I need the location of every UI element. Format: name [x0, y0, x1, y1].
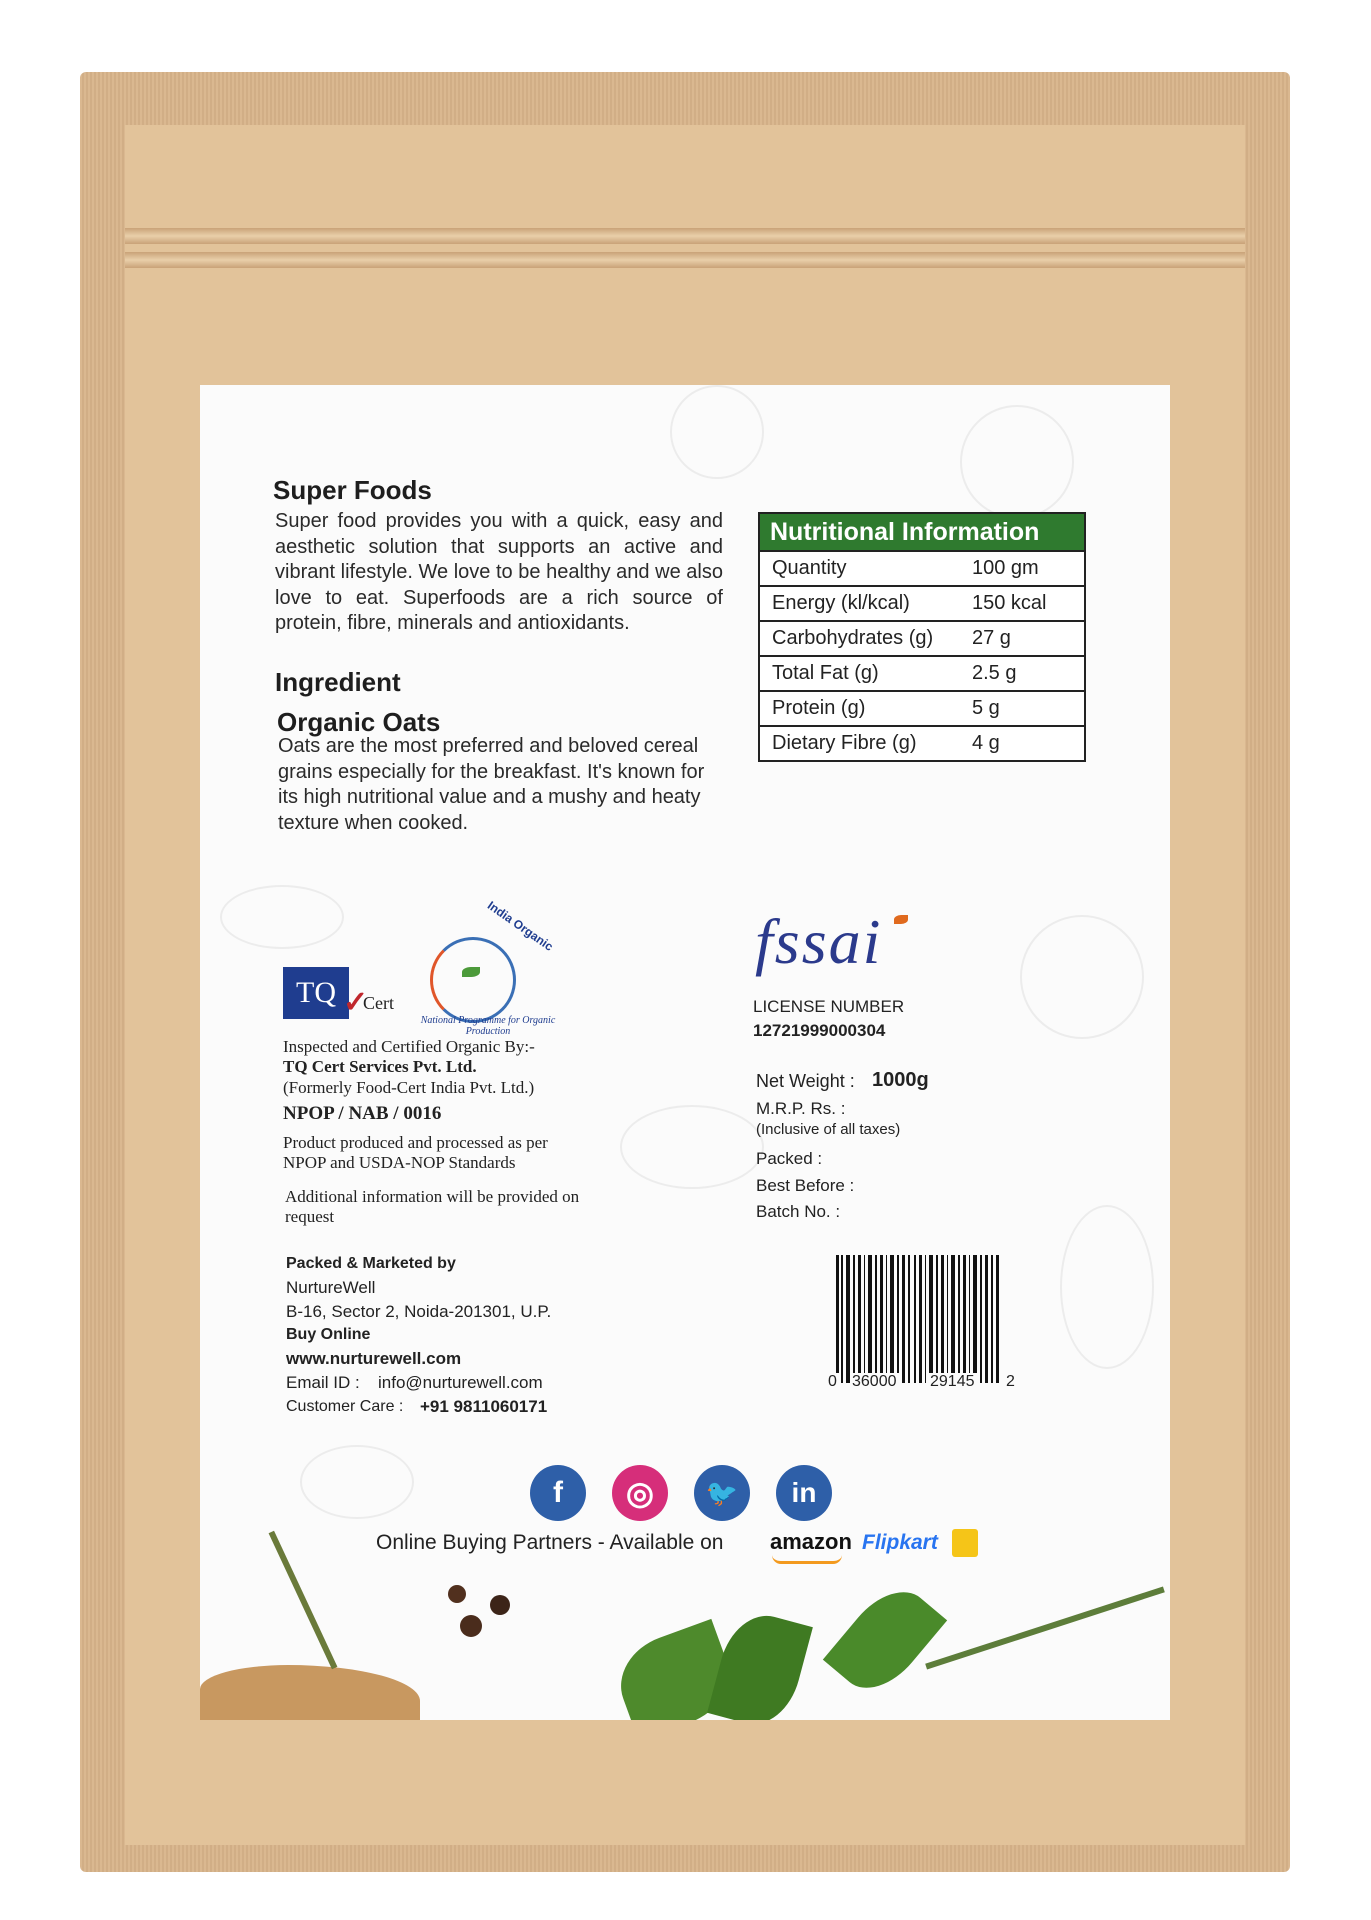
customer-care-label: Customer Care : — [286, 1398, 404, 1415]
nutrition-value: 150 kcal — [972, 592, 1047, 614]
amazon-logo[interactable]: amazon — [770, 1529, 852, 1554]
standards-text: Product produced and processed as per NPOP and USDA-NOP Standards — [283, 1133, 548, 1172]
partners-text: Online Buying Partners - Available on — [376, 1531, 724, 1554]
ingredient-name: Organic Oats — [277, 707, 441, 737]
buy-online-label: Buy Online — [286, 1326, 371, 1343]
leaf-icon — [462, 967, 480, 977]
thyme-sprig-illustration — [269, 1531, 338, 1669]
net-weight-value: 1000g — [872, 1069, 929, 1091]
barcode — [828, 1255, 1015, 1395]
tq-logo-box: TQ — [283, 967, 349, 1019]
nutrition-label: Carbohydrates (g) — [772, 627, 934, 649]
license-label: LICENSE NUMBER — [753, 997, 905, 1016]
product-label — [200, 385, 1170, 1720]
rosemary-sprig-illustration — [925, 1587, 1165, 1670]
india-organic-arc-text: India Organic — [484, 898, 556, 954]
marketer-address: B-16, Sector 2, Noida-201301, U.P. — [286, 1302, 552, 1321]
mrp-label: M.R.P. Rs. : — [756, 1099, 846, 1118]
peppercorn-illustration — [448, 1585, 466, 1603]
nutrition-table-title: Nutritional Information — [760, 514, 1084, 550]
fssai-leaf-icon — [894, 915, 908, 924]
nutrition-value: 100 gm — [972, 557, 1039, 579]
nutrition-value: 4 g — [972, 732, 1000, 754]
email-label: Email ID : — [286, 1373, 360, 1392]
nutrition-row — [760, 550, 1084, 585]
nutrition-value: 5 g — [972, 697, 1000, 719]
nutrition-row — [760, 725, 1084, 760]
tq-logo-sub: Cert — [363, 993, 394, 1013]
nutrition-label: Energy (kl/kcal) — [772, 592, 910, 614]
flipkart-logo[interactable]: Flipkart — [862, 1531, 938, 1554]
ingredient-text: Oats are the most preferred and beloved cereal grains especially for the breakfast. It's known for its high nutritional value and a mushy and heaty texture when cooked. — [278, 735, 705, 834]
checkmark-icon: ✓ — [343, 986, 369, 1019]
nutrition-table — [758, 512, 1086, 762]
nutrition-label: Total Fat (g) — [772, 662, 879, 684]
india-organic-caption: National Programme for Organic Production — [420, 1015, 556, 1037]
npop-number: NPOP / NAB / 0016 — [283, 1103, 442, 1124]
linkedin-icon[interactable]: in — [776, 1465, 832, 1521]
license-number: 12721999000304 — [753, 1021, 886, 1040]
nutrition-row — [760, 655, 1084, 690]
customer-care-phone: +91 9811060171 — [420, 1397, 548, 1416]
basil-leaf-illustration — [707, 1607, 813, 1720]
nutrition-label: Protein (g) — [772, 697, 866, 719]
net-weight-label: Net Weight : — [756, 1071, 855, 1091]
peppercorn-illustration — [460, 1615, 482, 1637]
doodle — [960, 405, 1074, 519]
india-organic-logo — [420, 898, 560, 1015]
barcode-digits: 29145 — [930, 1373, 975, 1390]
doodle — [1060, 1205, 1154, 1369]
peppercorn-illustration — [490, 1595, 510, 1615]
marketer-heading: Packed & Marketed by — [286, 1255, 456, 1272]
batch-label: Batch No. : — [756, 1202, 841, 1221]
barcode-digits: 36000 — [852, 1373, 897, 1390]
flipkart-bag-icon — [952, 1529, 978, 1557]
inspected-by-text: Inspected and Certified Organic By:- — [283, 1037, 535, 1056]
zip-seal-top — [125, 228, 1245, 244]
barcode-digit: 0 — [828, 1373, 837, 1390]
nutrition-value: 27 g — [972, 627, 1011, 649]
twitter-icon[interactable]: 🐦 — [694, 1465, 750, 1521]
mrp-note: (Inclusive of all taxes) — [756, 1121, 901, 1138]
doodle — [1020, 915, 1144, 1039]
nutrition-value: 2.5 g — [972, 662, 1017, 684]
basil-leaf-illustration — [823, 1575, 947, 1704]
additional-info-text: Additional information will be provided on request — [285, 1187, 580, 1226]
ginger-illustration — [200, 1665, 420, 1720]
amazon-smile-icon — [772, 1555, 842, 1564]
doodle — [220, 885, 344, 949]
india-organic-emblem-icon — [430, 937, 516, 1023]
doodle — [620, 1105, 764, 1189]
zip-seal-bottom — [125, 252, 1245, 268]
packed-label: Packed : — [756, 1149, 823, 1168]
barcode-digit: 2 — [1006, 1373, 1015, 1390]
marketer-name: NurtureWell — [286, 1278, 376, 1297]
instagram-icon[interactable]: ◎ — [612, 1465, 668, 1521]
doodle — [300, 1445, 414, 1519]
doodle — [670, 385, 764, 479]
nutrition-label: Quantity — [772, 557, 847, 579]
certifier-formerly: (Formerly Food-Cert India Pvt. Ltd.) — [283, 1078, 535, 1097]
nutrition-row — [760, 620, 1084, 655]
certifier-name: TQ Cert Services Pvt. Ltd. — [283, 1057, 477, 1076]
nutrition-row — [760, 690, 1084, 725]
super-foods-title: Super Foods — [273, 475, 432, 505]
website-link[interactable]: www.nurturewell.com — [286, 1349, 462, 1368]
ingredient-title: Ingredient — [275, 667, 401, 697]
fssai-logo: fssai — [755, 906, 883, 977]
email-link[interactable]: info@nurturewell.com — [378, 1373, 543, 1392]
super-foods-text: Super food provides you with a quick, easy and aesthetic solution that supports an active and vibrant lifestyle. We love to be healthy and we also love to eat. Superfoods are a rich source of protein, fibre, minerals and antioxidants. — [275, 510, 723, 634]
nutrition-label: Dietary Fibre (g) — [772, 732, 917, 754]
best-before-label: Best Before : — [756, 1176, 855, 1195]
facebook-icon[interactable]: f — [530, 1465, 586, 1521]
tq-cert-logo — [283, 967, 394, 1025]
nutrition-row — [760, 585, 1084, 620]
